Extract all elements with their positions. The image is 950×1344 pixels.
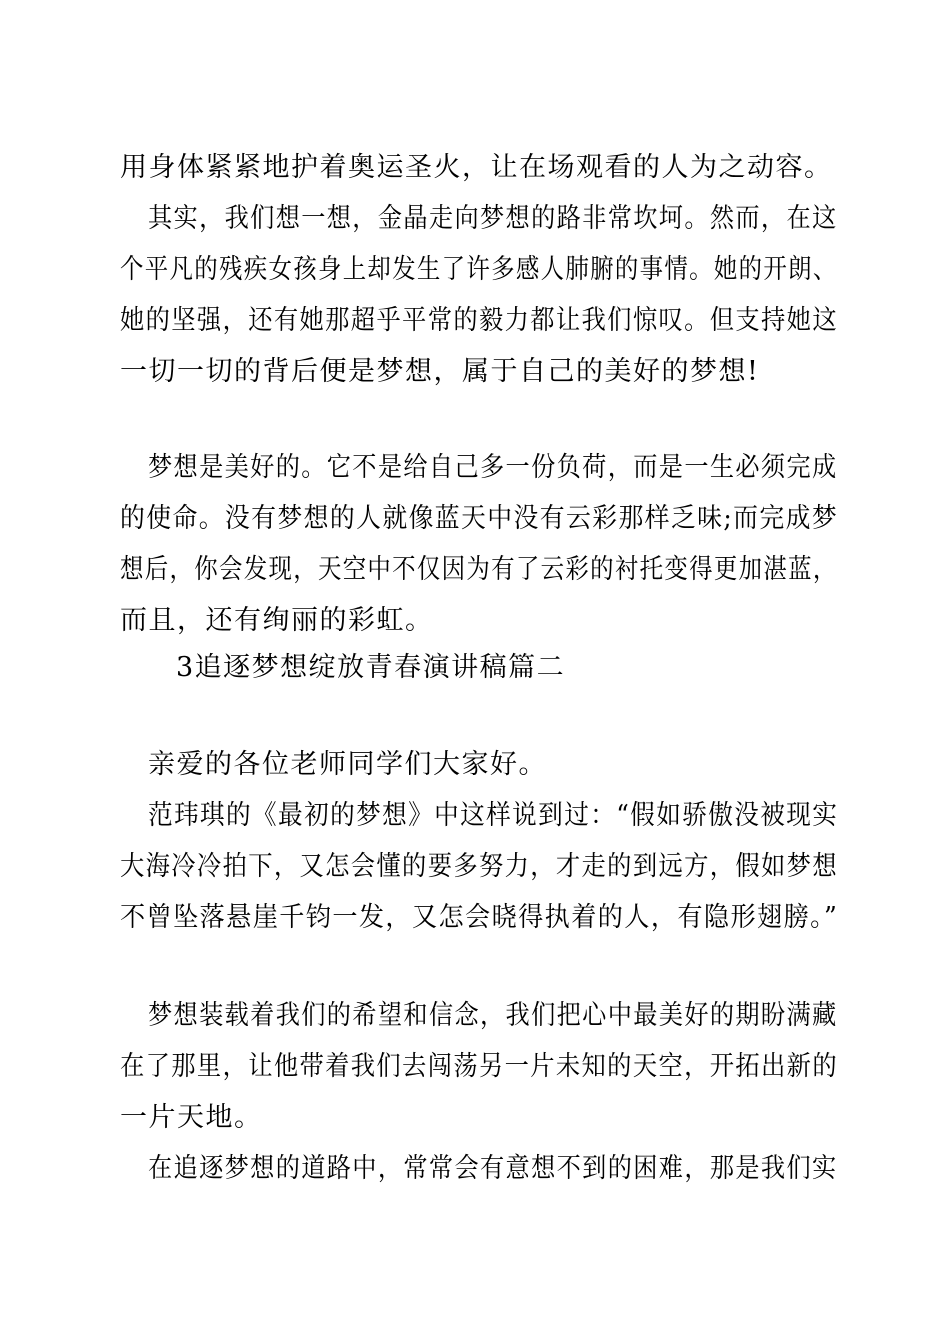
text-line-6: 梦想是美好的。它不是给自己多一份负荷，而是一生必须完成 bbox=[148, 452, 838, 483]
text-line-16: 在了那里，让他带着我们去闯荡另一片未知的天空，开拓出新的 bbox=[120, 1051, 838, 1082]
text-line-13: 大海冷冷拍下，又怎会懂的要多努力，才走的到远方，假如梦想 bbox=[120, 851, 838, 882]
text-line-1: 用身体紧紧地护着奥运圣火，让在场观看的人为之动容。 bbox=[120, 152, 833, 183]
section-heading: 3追逐梦想绽放青春演讲稿篇二 bbox=[176, 652, 566, 683]
text-line-4: 她的坚强，还有她那超乎平常的毅力都让我们惊叹。但支持她这 bbox=[120, 305, 838, 336]
text-line-18: 在追逐梦想的道路中，常常会有意想不到的困难，那是我们实 bbox=[148, 1153, 838, 1184]
text-line-2: 其实，我们想一想，金晶走向梦想的路非常坎坷。然而，在这 bbox=[148, 203, 838, 234]
text-line-15: 梦想装载着我们的希望和信念，我们把心中最美好的期盼满藏 bbox=[148, 1000, 838, 1031]
text-line-14: 不曾坠落悬崖千钧一发，又怎会晓得执着的人，有隐形翅膀。” bbox=[120, 902, 839, 933]
text-line-12: 范玮琪的《最初的梦想》中这样说到过：“假如骄傲没被现实 bbox=[148, 800, 839, 831]
text-line-3: 个平凡的残疾女孩身上却发生了许多感人肺腑的事情。她的开朗、 bbox=[120, 254, 838, 285]
text-line-11: 亲爱的各位老师同学们大家好。 bbox=[148, 749, 547, 780]
text-line-8: 想后，你会发现，天空中不仅因为有了云彩的衬托变得更加湛蓝， bbox=[120, 554, 838, 585]
text-line-5: 一切一切的背后便是梦想，属于自己的美好的梦想! bbox=[120, 356, 760, 387]
text-line-9: 而且，还有绚丽的彩虹。 bbox=[120, 605, 434, 636]
text-line-17: 一片天地。 bbox=[120, 1102, 263, 1133]
text-line-7: 的使命。没有梦想的人就像蓝天中没有云彩那样乏味;而完成梦 bbox=[120, 503, 839, 534]
